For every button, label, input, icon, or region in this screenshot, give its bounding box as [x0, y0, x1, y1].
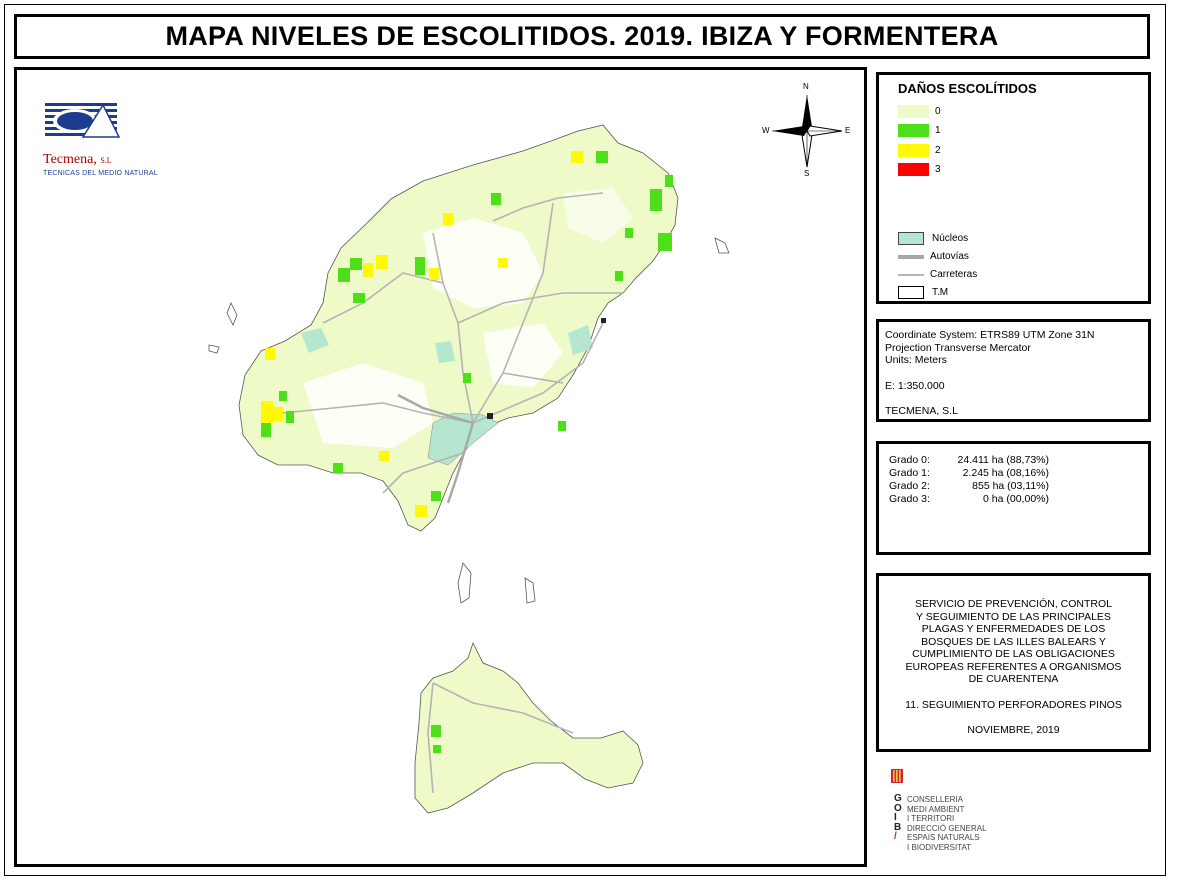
legend-tm — [898, 286, 948, 299]
projection-line3: Units: Meters — [885, 354, 947, 366]
legend-label: 3 — [935, 164, 941, 175]
map-frame — [14, 67, 867, 867]
govern-text: MEDI AMBIENT — [907, 804, 965, 814]
islet — [227, 303, 237, 325]
legend-title: DAÑOS ESCOLÍTIDOS — [898, 81, 1037, 96]
islet — [458, 563, 471, 603]
swatch — [898, 232, 924, 245]
stat-value: 0 ha (00,00%) — [983, 493, 1049, 505]
tecmena-emblem-icon — [43, 101, 123, 143]
govern-text: I TERRITORI — [907, 814, 955, 823]
swatch — [898, 286, 924, 299]
service-section: 11. SEGUIMIENTO PERFORADORES PINOS — [905, 699, 1122, 711]
service-line: Y SEGUIMIENTO DE LAS PRINCIPALES — [916, 611, 1111, 623]
legend-box — [876, 72, 1151, 304]
stat-label: Grado 2: — [889, 480, 930, 492]
legend-class-0 — [898, 105, 941, 118]
islet — [715, 238, 729, 253]
compass-e: E — [845, 126, 851, 135]
govern-letter: G — [894, 793, 902, 804]
govern-shield-icon — [890, 769, 904, 783]
map-title: MAPA NIVELES DE ESCOLITIDOS. 2019. IBIZA Y FORMENTERA — [165, 21, 999, 51]
govern-text: ESPAIS NATURALS — [907, 833, 980, 842]
projection-line1: Coordinate System: ETRS89 UTM Zone 31N — [885, 329, 1095, 341]
swatch — [898, 255, 924, 259]
service-date: NOVIEMBRE, 2019 — [967, 724, 1060, 736]
govern-text: DIRECCIÓ GENERAL — [907, 823, 987, 833]
service-box — [876, 573, 1151, 752]
formentera-island — [415, 643, 643, 813]
tecmena-suffix: S.L — [100, 156, 112, 165]
legend-label: T.M — [932, 287, 949, 298]
tecmena-logo: Tecmena, S.L TECNICAS DEL MEDIO NATURAL — [43, 101, 158, 177]
tecmena-name: Tecmena — [43, 152, 94, 167]
swatch — [898, 144, 929, 157]
service-line: CUMPLIMIENTO DE LAS OBLIGACIONES — [912, 648, 1115, 660]
stat-value: 855 ha (03,11%) — [972, 480, 1049, 492]
govern-letter: B — [894, 821, 902, 833]
island-map — [17, 70, 864, 864]
legend-label: 1 — [935, 125, 941, 136]
compass-n: N — [803, 82, 809, 91]
service-line: EUROPEAS REFERENTES A ORGANISMOS — [905, 661, 1122, 673]
stat-label: Grado 3: — [889, 493, 930, 505]
service-line: BOSQUES DE LAS ILLES BALEARS Y — [921, 636, 1106, 648]
stat-row-1 — [889, 467, 1049, 480]
legend-label: 2 — [935, 145, 941, 156]
legend-label: Autovías — [930, 251, 969, 262]
islet — [525, 578, 535, 603]
govern-text: I BIODIVERSITAT — [907, 842, 972, 852]
swatch — [898, 163, 929, 176]
govern-letter: I — [894, 812, 897, 824]
islet — [209, 345, 219, 353]
stat-label: Grado 1: — [889, 467, 930, 479]
stat-row-3 — [889, 493, 1049, 506]
stat-row-0 — [889, 454, 1049, 467]
stat-value: 24.411 ha (88,73%) — [957, 454, 1049, 466]
stat-label: Grado 0: — [889, 454, 930, 466]
stat-row-2 — [889, 480, 1049, 493]
stat-value: 2.245 ha (08,16%) — [962, 467, 1049, 479]
service-line: SERVICIO DE PREVENCIÓN, CONTROL — [914, 598, 1112, 610]
service-line: DE CUARENTENA — [968, 673, 1059, 685]
projection-line2: Projection Transverse Mercator — [885, 342, 1031, 354]
swatch — [898, 105, 929, 118]
compass-rose — [762, 83, 852, 180]
legend-class-3 — [898, 163, 941, 176]
govern-letter: / — [894, 831, 897, 843]
north-arrow-icon — [762, 83, 852, 175]
legend-label: 0 — [935, 106, 941, 117]
map-scale: E: 1:350.000 — [885, 380, 945, 392]
service-line: PLAGAS Y ENFERMEDADES DE LOS — [921, 623, 1106, 635]
legend-class-1 — [898, 124, 941, 137]
compass-s: S — [804, 169, 810, 178]
projection-box — [876, 319, 1151, 422]
legend-carreteras — [898, 269, 977, 280]
compass-w: W — [762, 126, 770, 135]
swatch — [898, 124, 929, 137]
map-author: TECMENA, S.L — [885, 405, 958, 417]
legend-autovias — [898, 251, 969, 262]
legend-label: Carreteras — [930, 269, 978, 280]
legend-label: Núcleos — [932, 233, 969, 244]
legend-nucleos — [898, 232, 968, 245]
title-box — [14, 14, 1150, 59]
stats-box — [876, 441, 1151, 555]
govern-letter: O — [894, 802, 902, 814]
govern-text: CONSELLERIA — [907, 795, 964, 804]
tecmena-subtitle: TECNICAS DEL MEDIO NATURAL — [43, 170, 158, 177]
legend-class-2 — [898, 144, 941, 157]
swatch — [898, 274, 924, 276]
